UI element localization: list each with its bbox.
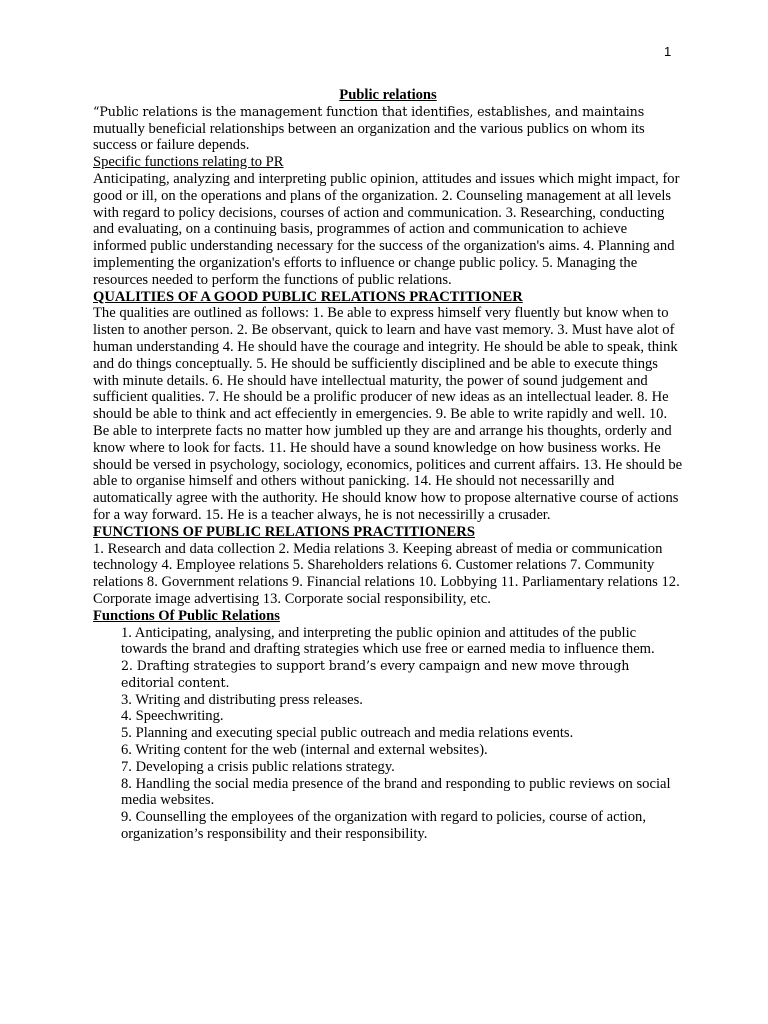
list-item: 6. Writing content for the web (internal and external websites). — [121, 742, 488, 759]
list-item: 2. Drafting strategies to support brand’s every campaign and new move through editorial content. — [121, 658, 630, 690]
practitioner-functions-paragraph: 1. Research and data collection 2. Media relations 3. Keeping abreast of media or communication technology 4. Employee relations 5. Shareholders relations 6. Customer relations 7. Community relations 8. Government relations 9. Financial relations 10. Lobbying 11. Parliamentary relations 12. Corporate image advertising 13. Corporate social responsibility, etc. — [93, 540, 680, 607]
pr-functions-heading: Functions Of Public Relations — [93, 607, 280, 624]
document-body — [93, 87, 683, 843]
list-item: 9. Counselling the employees of the organization with regard to policies, course of action, organization’s responsibility and their responsibility. — [121, 809, 646, 843]
list-item: 8. Handling the social media presence of the brand and responding to public reviews on social media websites. — [121, 775, 671, 809]
list-item: 4. Speechwriting. — [121, 708, 224, 725]
specific-functions-heading: Specific functions relating to PR — [93, 154, 284, 171]
pr-functions-list — [93, 625, 683, 843]
pr-definition: “Public relations is the management function that identifies, establishes, and maintains — [93, 103, 645, 119]
specific-functions-paragraph: Anticipating, analyzing and interpreting public opinion, attitudes and issues which might impact, for good or ill, on the operations and plans of the organization. 2. Counseling management at all levels with regard to policy decisions, courses of action and communication. 3. Researching, conducting and evaluating, on a continuing basis, programmes of action and communication to achieve informed public understanding necessary for the success of the organization's aims. 4. Planning and implementing the organization's efforts to influence or change public policy. 5. Managing the resources needed to perform the functions of public relations. — [93, 170, 680, 288]
list-item: 5. Planning and executing special public outreach and media relations events. — [121, 725, 574, 742]
pr-definition-continued: mutually beneficial relationships between an organization and the various publics on whom its success or failure depends. — [93, 120, 645, 154]
qualities-heading: QUALITIES OF A GOOD PUBLIC RELATIONS PRACTITIONER — [93, 288, 523, 305]
document-title: Public relations — [339, 87, 437, 103]
qualities-paragraph: The qualities are outlined as follows: 1. Be able to express himself very fluently but know when to listen to another person. 2. Be observant, quick to learn and have vast memory. 3. Must have alot of human understanding 4. He should have the courage and integrity. He should be able to speak, think and do things conceptually. 5. He should be sufficiently disciplined and be able to execute things with minute details. 6. He should have intellectual maturity, the power of sound judgement and sufficient qualities. 7. He should be a prolific producer of new ideas as an intellectual leader. 8. He should be able to think and act effeciently in emergencies. 9. Be able to write rapidly and well. 10. Be able to interprete facts no matter how jumbled up they are and arrange his thoughts, orderly and know where to look for facts. 11. He should have a sound knowledge on how business works. He should be versed in psychology, sociology, economics, politices and current affairs. 13. He should be able to organise himself and others without panicking. 14. He should not necessarilly and automatically agree with the authority. He should know how to propose alternative course of actions for a way forward. 15. He is a teacher always, he is not necessirilly a crusader. — [93, 305, 683, 523]
list-item: 3. Writing and distributing press releases. — [121, 691, 363, 708]
page-number: 1 — [664, 44, 672, 59]
practitioner-functions-heading: FUNCTIONS OF PUBLIC RELATIONS PRACTITIONERS — [93, 523, 475, 540]
list-item: 1. Anticipating, analysing, and interpreting the public opinion and attitudes of the public towards the brand and drafting strategies which use free or earned media to influence them. — [121, 624, 655, 658]
list-item: 7. Developing a crisis public relations strategy. — [121, 758, 395, 775]
